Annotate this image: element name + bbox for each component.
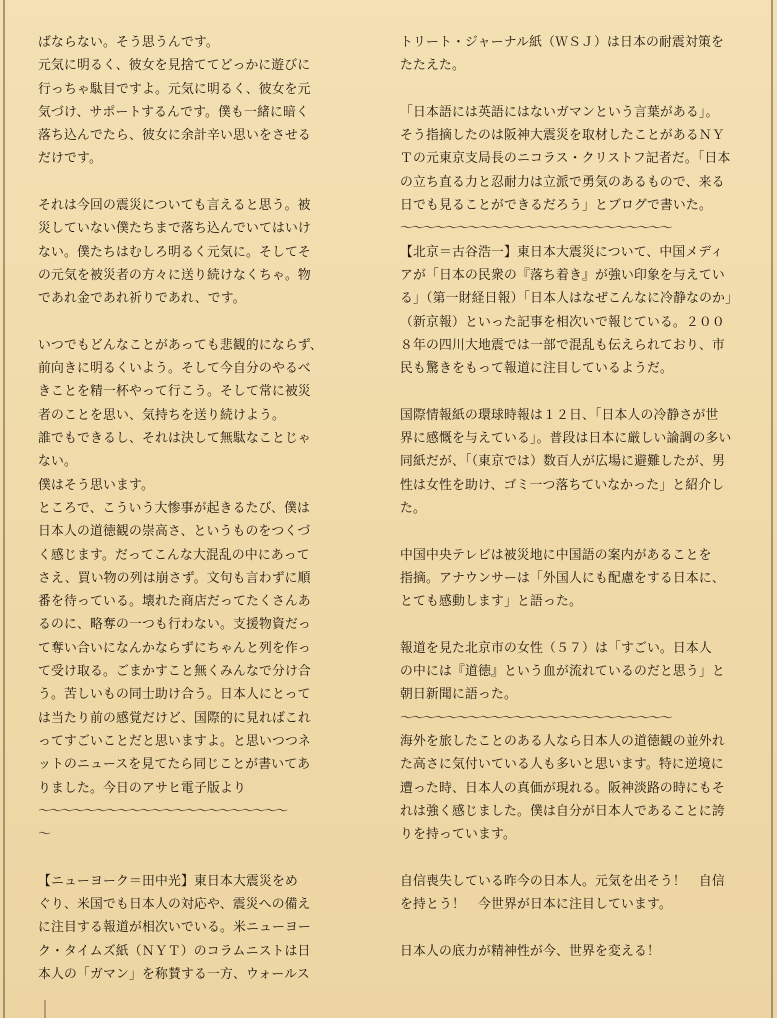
text-line: の中には『道徳』という血が流れているのだと思う」と <box>400 664 725 680</box>
paragraph-gap <box>400 846 760 869</box>
text-line: 日本人の道徳観の崇高さ、というものをつくづ <box>38 524 311 540</box>
text-line: たたえた。 <box>400 58 465 74</box>
text-line: 【北京＝古谷浩一】東日本大震災について、中国メディ <box>400 244 724 260</box>
text-line: 者のことを思い、気持ちを送り続けよう。 <box>38 407 285 423</box>
text-line: 本人の「ガマン」を称賛する一方、ウォールス <box>38 966 310 982</box>
text-line: の元気を被災者の方々に送り続けなくちゃ。物 <box>38 267 311 283</box>
text-line: 海外を旅したことのある人なら日本人の道徳観の並外れ <box>400 733 725 749</box>
paragraph-gap <box>38 846 350 869</box>
text-line: 自信喪失している昨今の日本人。元気を出そう！ 自信 <box>400 873 725 889</box>
text-line: 行っちゃ駄目ですよ。元気に明るく、彼女を元 <box>38 81 311 97</box>
text-line: ってすごいことだと思いますよ。と思いつつネ <box>38 733 311 749</box>
page-fold-mark <box>44 1000 46 1018</box>
text-line: そう指摘したのは阪神大震災を取材したことがあるＮＹ <box>400 128 725 144</box>
separator-line: 〜〜〜〜〜〜〜〜〜〜〜〜〜〜〜〜〜〜〜〜〜〜 <box>38 803 287 819</box>
text-line: 番を待っている。壊れた商店だってたくさんあ <box>38 594 311 610</box>
text-line: ところで、こういう大惨事が起きるたび、僕は <box>38 500 311 516</box>
text-line: ットのニュースを見てたら同じことが書いてあ <box>38 757 311 773</box>
text-line: Ｔの元東京支局長のニコラス・クリストフ記者だ。「日本 <box>400 151 731 167</box>
text-line: 性は女性を助け、ゴミ一つ落ちていなかった」と紹介し <box>400 477 725 493</box>
text-line: 民も驚きをもって報道に注目しているようだ。 <box>400 361 673 377</box>
text-line: ク・タイムズ紙（ＮＹＴ）のコラムニストは日 <box>38 943 311 959</box>
page-right-edge <box>771 0 773 1018</box>
text-line: いつでもどんなことがあっても悲観的にならず、 <box>38 337 323 353</box>
text-line: た高さに気付いている人も多いと思います。特に逆境に <box>400 757 724 773</box>
text-line: 国際情報紙の環球時報は１２日、「日本人の冷静さが世 <box>400 407 719 423</box>
text-line: 界に感慨を与えている」。普段は日本に厳しい論調の多い <box>400 431 732 447</box>
text-line: ばならない。そう思うんです。 <box>38 35 219 50</box>
text-line: 落ち込んでたら、彼女に余計辛い思いをさせる <box>38 128 311 144</box>
text-line: アが「日本の民衆の『落ち着き』が強い印象を与えてい <box>400 267 725 283</box>
text-line: 朝日新聞に語った。 <box>400 687 517 703</box>
text-line: 僕はそう思います。 <box>38 477 154 493</box>
text-line: 指摘。アナウンサーは「外国人にも配慮をする日本に、 <box>400 570 725 586</box>
paragraph-gap <box>400 916 760 939</box>
text-line: 日でも見ることができるだろう」とブログで書いた。 <box>400 198 712 214</box>
text-line: 「日本語には英語にはないガマンという言葉がある」。 <box>400 104 719 120</box>
separator-line: 〜〜〜〜〜〜〜〜〜〜〜〜〜〜〜〜〜〜〜〜〜〜〜〜 <box>400 710 672 726</box>
text-line: ない。 <box>38 454 77 470</box>
text-line: （新京報）といった記事を相次いで報じている。２００ <box>400 314 725 330</box>
right-text-column <box>400 31 760 963</box>
text-line: 中国中央テレビは被災地に中国語の案内があることを <box>400 547 712 563</box>
left-text-column <box>38 31 350 986</box>
text-line: 同紙だが、「（東京では）数百人が広場に避難したが、男 <box>400 454 726 470</box>
paragraph-gap <box>38 311 350 334</box>
text-line: の立ち直る力と忍耐力は立派で勇気のあるもので、来る <box>400 174 725 190</box>
text-line: 前向きに明るくいよう。そして今自分のやるべ <box>38 361 311 377</box>
text-line: 【ニューヨーク＝田中光】東日本大震災をめ <box>38 873 298 889</box>
text-line: ８年の四川大地震では一部で混乱も伝えられており、市 <box>400 337 725 353</box>
text-line: るのに、略奪の一つも行わない。支援物資だっ <box>38 617 311 633</box>
paragraph-gap <box>400 520 760 543</box>
text-line: 日本人の底力が精神性が今、世界を変える！ <box>400 943 660 959</box>
text-line: て奪い合いになんかならずにちゃんと列を作っ <box>38 640 311 656</box>
paragraph-gap <box>400 613 760 636</box>
text-line: 気づけ、サポートするんです。僕も一緒に暗く <box>38 104 310 120</box>
paragraph-gap <box>400 380 760 403</box>
text-line: さえ、買い物の列は崩さず。文句も言わずに順 <box>38 570 311 586</box>
text-line: だけです。 <box>38 151 102 167</box>
separator-line: 〜〜〜〜〜〜〜〜〜〜〜〜〜〜〜〜〜〜〜〜〜〜〜〜 <box>400 221 672 237</box>
page-left-edge <box>3 0 5 1018</box>
paragraph-gap <box>400 78 760 101</box>
text-line: て受け取る。ごまかすこと無くみんなで分け合 <box>38 664 311 680</box>
text-line: る」（第一財経日報）「日本人はなぜこんなに冷静なのか」 <box>400 291 739 307</box>
text-line: トリート・ジャーナル紙（ＷＳＪ）は日本の耐震対策を <box>400 35 725 50</box>
separator-line: 〜 <box>38 827 50 843</box>
text-line: に注目する報道が相次いでいる。米ニューヨー <box>38 920 311 936</box>
text-line: であれ金であれ祈りであれ、です。 <box>38 291 246 307</box>
text-line: それは今回の震災についても言えると思う。被 <box>38 198 311 214</box>
text-line: ない。僕たちはむしろ明るく元気に。そしてそ <box>38 244 311 260</box>
text-line: きことを精一杯やって行こう。そして常に被災 <box>38 384 311 400</box>
text-line: 災していない僕たちまで落ち込んでいてはいけ <box>38 221 311 237</box>
text-line: を持とう！ 今世界が日本に注目しています。 <box>400 896 672 912</box>
text-line: りました。今日のアサヒ電子版より <box>38 780 246 796</box>
text-line: く感じます。だってこんな大混乱の中にあって <box>38 547 310 563</box>
text-line: 報道を見た北京市の女性（５７）は「すごい。日本人 <box>400 640 712 656</box>
text-line: う。苦しいもの同士助け合う。日本人にとって <box>38 687 311 703</box>
paragraph-gap <box>38 171 350 194</box>
text-line: 元気に明るく、彼女を見捨ててどっかに遊びに <box>38 58 311 74</box>
text-line: た。 <box>400 500 426 516</box>
text-line: 誰でもできるし、それは決して無駄なことじゃ <box>38 431 311 447</box>
text-line: とても感動します」と語った。 <box>400 594 582 610</box>
text-line: れは強く感じました。僕は自分が日本人であることに誇 <box>400 803 725 819</box>
text-line: ぐり、米国でも日本人の対応や、震災への備え <box>38 896 311 912</box>
text-line: 遭った時、日本人の真価が現れる。阪神淡路の時にもそ <box>400 780 725 796</box>
text-line: りを持っています。 <box>400 827 516 843</box>
text-line: は当たり前の感覚だけど、国際的に見ればこれ <box>38 710 311 726</box>
